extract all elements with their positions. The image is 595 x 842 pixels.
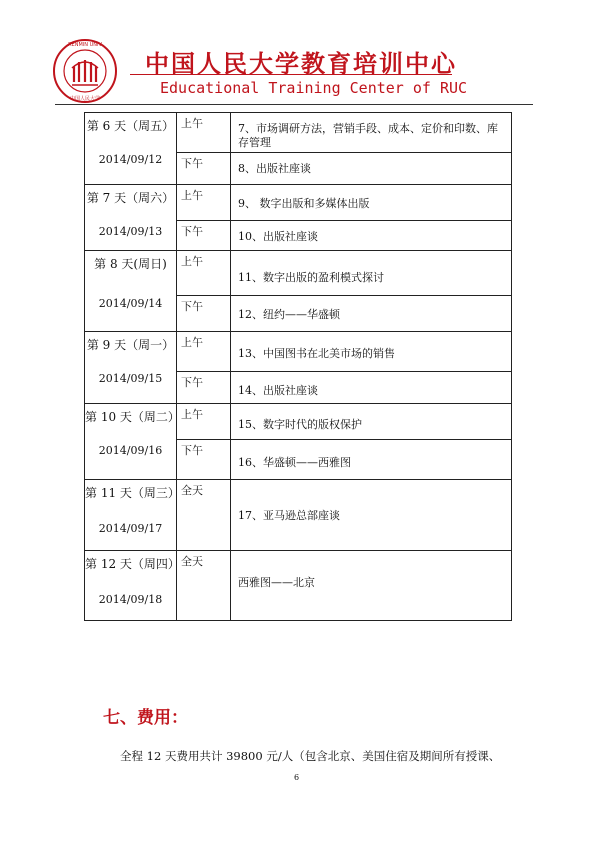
session-text: 10、出版社座谈 (238, 230, 318, 243)
time-slot: 下午 (177, 221, 231, 251)
day-label: 第 8 天(周日) (94, 257, 167, 271)
time-slot: 上午 (177, 185, 231, 221)
time-slot: 下午 (177, 440, 231, 480)
day-label: 第 9 天（周一） (86, 338, 175, 352)
session-text: 西雅图——北京 (238, 576, 315, 589)
time-slot: 上午 (177, 404, 231, 440)
day-cell (85, 332, 177, 404)
table-row (85, 113, 512, 153)
day-label: 第 7 天（周六） (86, 191, 175, 205)
session-text: 11、数字出版的盈利模式探讨 (238, 271, 384, 284)
table-row (85, 404, 512, 440)
day-date: 2014/09/13 (98, 225, 163, 238)
table-row (85, 332, 512, 372)
session-content (231, 551, 512, 621)
day-label: 第 10 天（周二） (85, 410, 180, 424)
session-text: 8、出版社座谈 (238, 162, 311, 175)
day-date: 2014/09/18 (98, 593, 163, 606)
session-content (231, 185, 512, 221)
table-row (85, 480, 512, 551)
session-content (231, 372, 512, 404)
day-cell (85, 185, 177, 251)
day-cell (85, 113, 177, 185)
time-slot: 上午 (177, 251, 231, 296)
schedule-table (84, 112, 512, 621)
day-label: 第 12 天（周四） (85, 557, 180, 571)
day-label: 第 11 天（周三） (85, 486, 180, 500)
session-content (231, 480, 512, 551)
section-title: 七、费用： (103, 708, 188, 728)
session-content (231, 332, 512, 372)
center-title-english: Educational Training Center of RUC (160, 79, 468, 97)
day-date: 2014/09/15 (98, 372, 163, 385)
day-date: 2014/09/16 (98, 444, 163, 457)
university-seal-logo (52, 38, 118, 104)
time-slot: 下午 (177, 296, 231, 332)
session-text: 13、中国图书在北美市场的销售 (238, 347, 395, 360)
day-cell (85, 551, 180, 621)
time-slot: 下午 (177, 153, 231, 185)
day-date: 2014/09/14 (98, 297, 163, 310)
session-content (231, 113, 512, 153)
time-slot: 全天 (177, 551, 231, 621)
header-divider (130, 74, 452, 75)
day-cell (85, 251, 177, 332)
center-title-chinese: 中国人民大学教育培训中心 (145, 50, 457, 78)
day-date: 2014/09/17 (98, 522, 163, 535)
session-content (231, 440, 512, 480)
session-content (231, 251, 512, 296)
time-slot: 上午 (177, 113, 231, 153)
time-slot: 全天 (177, 480, 231, 551)
table-row (85, 551, 512, 621)
table-row (85, 251, 512, 296)
session-text: 7、市场调研方法，营销手段、成本、定价和印数、库存管理 (238, 122, 498, 149)
day-cell (85, 404, 180, 480)
header-bottom-rule (55, 104, 533, 105)
session-text: 12、纽约——华盛顿 (238, 308, 340, 321)
session-text: 15、数字时代的版权保护 (238, 418, 362, 431)
session-content (231, 404, 512, 440)
day-label: 第 6 天（周五） (86, 119, 175, 133)
session-text: 9、 数字出版和多媒体出版 (238, 197, 370, 210)
table-row (85, 185, 512, 221)
session-content (231, 153, 512, 185)
session-text: 17、亚马逊总部座谈 (238, 509, 340, 522)
session-content (231, 296, 512, 332)
session-text: 14、出版社座谈 (238, 384, 318, 397)
page-number: 6 (294, 773, 300, 782)
time-slot: 上午 (177, 332, 231, 372)
day-date: 2014/09/12 (98, 153, 163, 166)
day-cell (85, 480, 180, 551)
session-content (231, 221, 512, 251)
session-text: 16、华盛顿——西雅图 (238, 456, 351, 469)
fee-paragraph: 全程 12 天费用共计 39800 元/人（包含北京、美国住宿及期间所有授课、 (120, 749, 501, 763)
svg-text:中国人民大学: 中国人民大学 (69, 96, 101, 102)
time-slot: 下午 (177, 372, 231, 404)
svg-text:RENMIN UNIV: RENMIN UNIV (68, 42, 102, 48)
